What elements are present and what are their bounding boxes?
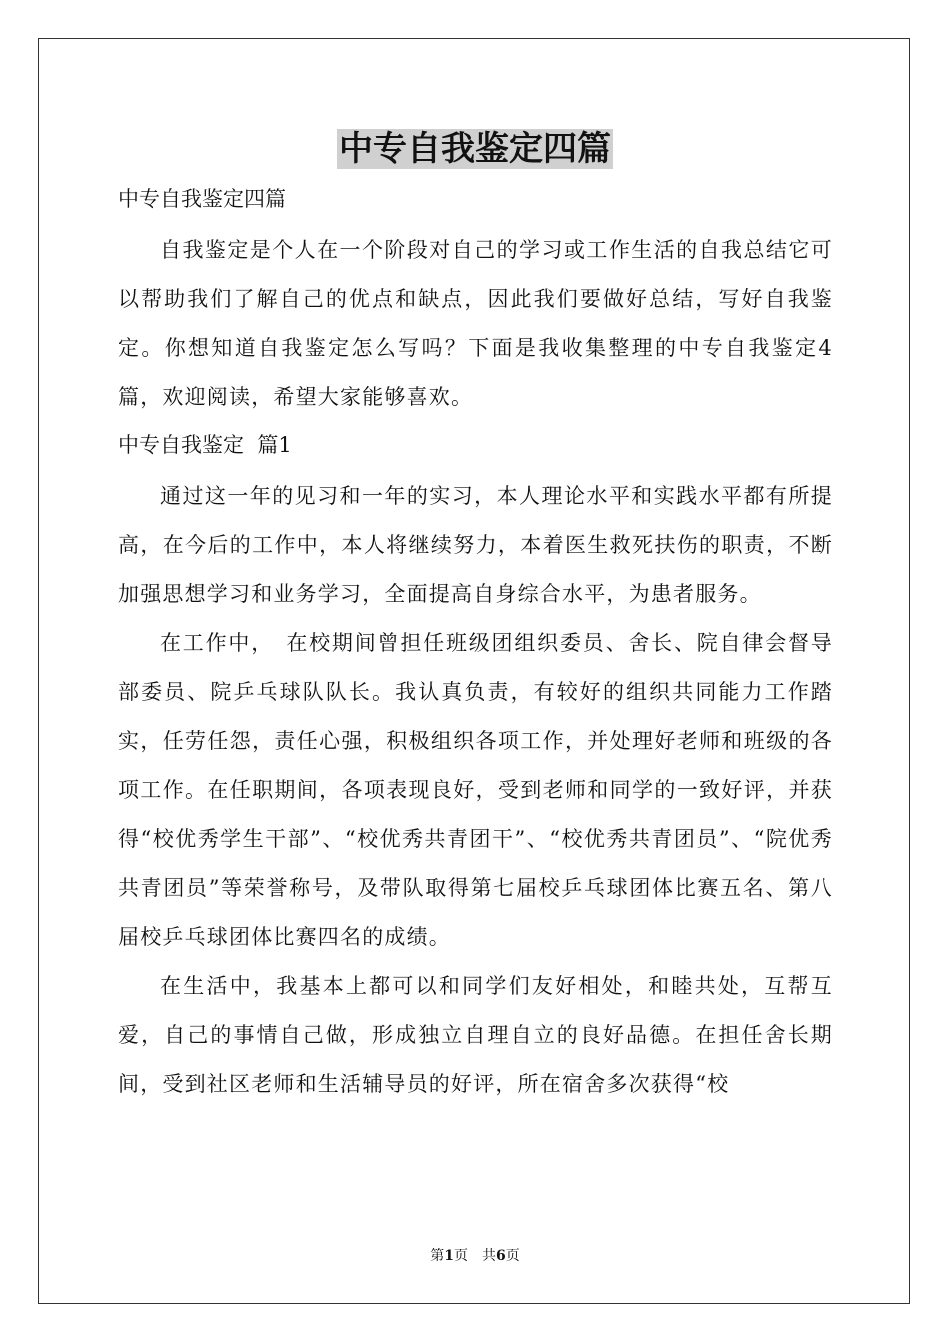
page-footer xyxy=(0,1246,950,1266)
document-title-text: 中专自我鉴定四篇 xyxy=(339,129,611,169)
section-heading-1: 中专自我鉴定 篇1 xyxy=(118,433,292,457)
footer-page-label: 页 共 xyxy=(454,1248,496,1264)
footer-page-current: 1 xyxy=(444,1248,454,1264)
document-subtitle: 中专自我鉴定四篇 xyxy=(118,187,286,211)
footer-page-prefix: 第 xyxy=(430,1248,445,1264)
document-title xyxy=(0,124,950,174)
section1-paragraph-2: 在工作中， 在校期间曾担任班级团组织委员、舍长、院自律会督导部委员、院乒乓球队队长。我认真负责，有较好的组织共同能力工作踏实，任劳任怨，责任心强，积极组织各项工作，并处理好老师和班级的各项工作。在任职期间，各项表现良好，受到老师和同学的一致好评，并获得“校优秀学生干部”、“校优秀共青团干”、“校优秀共青团员”、“院优秀共青团员”等荣誉称号，及带队取得第七届校乒乓球团体比赛五名、第八届校乒乓球团体比赛四名的成绩。 xyxy=(118,631,833,949)
document-body xyxy=(118,179,833,1109)
section1-paragraph-3: 在生活中，我基本上都可以和同学们友好相处，和睦共处，互帮互爱，自己的事情自己做，形成独立自理自立的良好品德。在担任舍长期间，受到社区老师和生活辅导员的好评，所在宿舍多次获得“校 xyxy=(118,974,833,1096)
footer-page-suffix: 页 xyxy=(505,1248,520,1264)
footer-page-total: 6 xyxy=(496,1248,506,1264)
intro-paragraph: 自我鉴定是个人在一个阶段对自己的学习或工作生活的自我总结它可以帮助我们了解自己的优点和缺点，因此我们要做好总结，写好自我鉴定。你想知道自我鉴定怎么写吗？下面是我收集整理的中专自我鉴定4篇，欢迎阅读，希望大家能够喜欢。 xyxy=(118,238,833,409)
section1-paragraph-1: 通过这一年的见习和一年的实习，本人理论水平和实践水平都有所提高，在今后的工作中，本人将继续努力，本着医生救死扶伤的职责，不断加强思想学习和业务学习，全面提高自身综合水平，为患者服务。 xyxy=(118,484,833,606)
